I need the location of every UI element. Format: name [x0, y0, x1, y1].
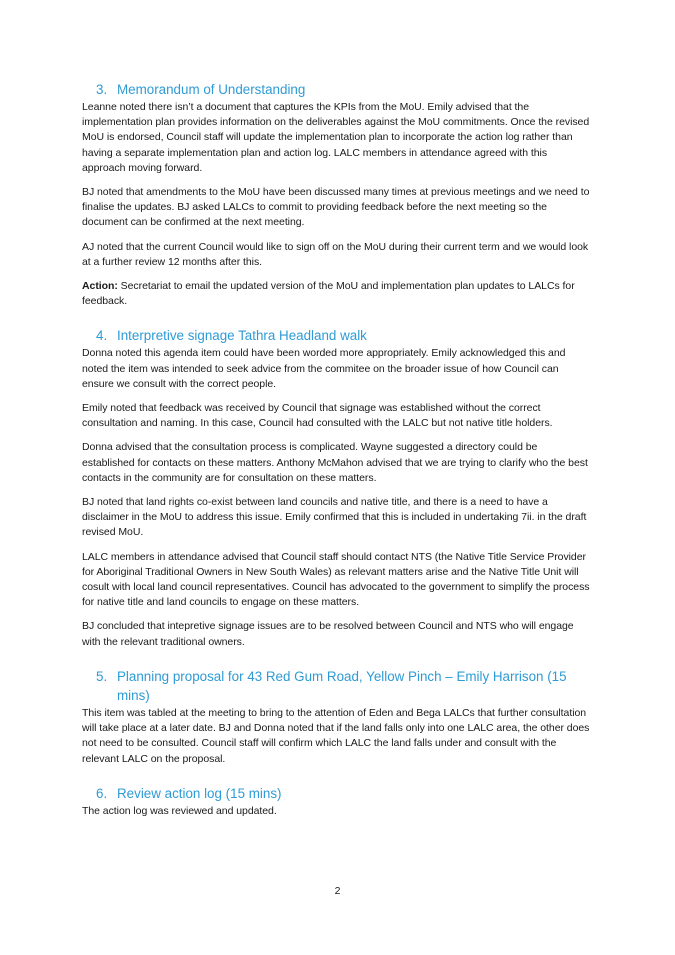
- section-number: 5.: [96, 668, 108, 684]
- document-body: [82, 80, 592, 828]
- section-heading-memorandum: [82, 80, 592, 99]
- section-number: 6.: [96, 785, 108, 801]
- paragraph: Donna advised that the consultation process is complicated. Wayne suggested a directory could be established for contacts on these matters. Anthony McMahon advised that we are trying to clarify who the best contacts in the community are for consultation on these matters.: [82, 441, 588, 484]
- section-title: Memorandum of Understanding: [117, 82, 306, 97]
- paragraph: Emily noted that feedback was received by Council that signage was established without the correct consultation and naming. In this case, Council had consulted with the LALC but not native title holders.: [82, 402, 553, 430]
- action-text: Secretariat to email the updated version of the MoU and implementation plan updates to LALCs for feedback.: [82, 280, 575, 308]
- section-heading-signage: [82, 326, 592, 345]
- paragraph: Leanne noted there isn’t a document that captures the KPIs from the MoU. Emily advised that the implementation plan provides information on the deliverables against the MoU commitments. Once the revised MoU is endorsed, Council staff will update the implementation plan to incorporate the action log rather than having a separate implementation plan and action log. LALC members in attendance agreed with this approach moving forward.: [82, 101, 590, 174]
- paragraph: AJ noted that the current Council would like to sign off on the MoU during their current term and we would look at a further review 12 months after this.: [82, 240, 589, 268]
- paragraph: BJ noted that amendments to the MoU have been discussed many times at previous meetings and we need to finalise the updates. BJ asked LALCs to commit to providing feedback before the next meeting so the document can be confirmed at the next meeting.: [82, 186, 590, 229]
- section-number: 4.: [96, 328, 108, 344]
- section-heading-action-log: [82, 784, 592, 803]
- action-paragraph: [82, 279, 592, 309]
- page-number: 2: [334, 885, 341, 897]
- action-label: Action:: [82, 280, 118, 293]
- paragraph: BJ concluded that intepretive signage issues are to be resolved between Council and NTS who will engage with the relevant traditional owners.: [82, 620, 574, 648]
- section-title: Planning proposal for 43 Red Gum Road, Yellow Pinch – Emily Harrison (15 mins): [117, 668, 567, 703]
- paragraph: The action log was reviewed and updated.: [82, 804, 277, 817]
- paragraph: BJ noted that land rights co-exist between land councils and native title, and there is a need to have a disclaimer in the MoU to address this issue. Emily confirmed that this is included in undertaking 7ii. in the draft revised MoU.: [82, 496, 587, 539]
- section-number: 3.: [96, 82, 108, 97]
- paragraph: Donna noted this agenda item could have been worded more appropriately. Emily acknowledged this and noted the item was intended to seek advice from the commitee on the broader issue of how Council can ensure we consult with the correct people.: [82, 347, 566, 390]
- paragraph: This item was tabled at the meeting to bring to the attention of Eden and Bega LALCs that further consultation will take place at a later date. BJ and Donna noted that if the land falls only into one LALC area, the other does not need to be consulted. Council staff will confirm which LALC the land falls under and consult with the relevant LALC on the proposal.: [82, 706, 590, 765]
- section-title: Review action log (15 mins): [117, 785, 282, 801]
- paragraph: LALC members in attendance advised that Council staff should contact NTS (the Native Title Service Provider for Aboriginal Traditional Owners in New South Wales) as relevant matters arise and the Native Title Unit will cosult with local land council representatives. Council has advocated to the government to simplify the process for native title and land councils to engage on these matters.: [82, 550, 590, 609]
- section-heading-planning-proposal: [82, 667, 592, 705]
- section-title: Interpretive signage Tathra Headland walk: [117, 328, 367, 344]
